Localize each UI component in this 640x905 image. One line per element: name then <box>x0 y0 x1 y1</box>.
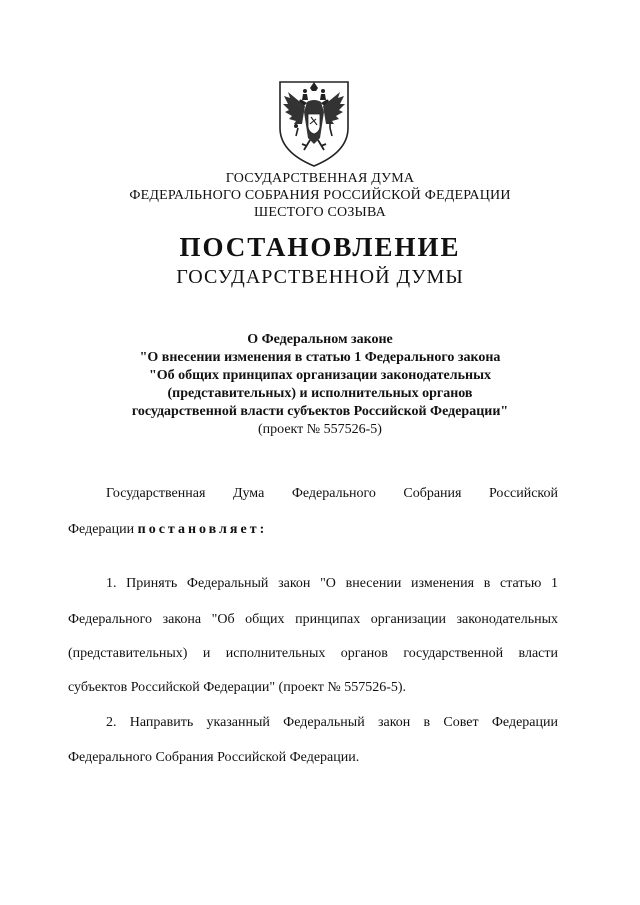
document-issuer-subtitle: ГОСУДАРСТВЕННОЙ ДУМЫ <box>176 266 464 288</box>
item-1-line: субъектов Российской Федерации" (проект № 557526-5). <box>68 680 407 695</box>
russian-coat-of-arms-icon <box>274 78 354 170</box>
item-2-line: 2. Направить указанный Федеральный закон в Совет Федерации <box>106 715 558 730</box>
subject-line: "О внесении изменения в статью 1 Федерального закона <box>139 350 501 365</box>
document-type-title: ПОСТАНОВЛЕНИЕ <box>179 232 461 262</box>
item-1-line: 1. Принять Федеральный закон "О внесении изменения в статью 1 <box>106 576 558 591</box>
project-number: (проект № 557526-5) <box>258 422 382 437</box>
subject-line: О Федеральном законе <box>247 332 393 347</box>
preamble-line: Государственная Дума Федерального Собрания Российской <box>106 486 558 501</box>
preamble-text: Федерации <box>68 522 135 537</box>
item-1-line: Федерального закона "Об общих принципах организации законодательных <box>68 612 558 627</box>
subject-line: государственной власти субъектов Российской Федерации" <box>131 404 509 419</box>
item-1-line: (представительных) и исполнительных органов государственной власти <box>68 646 558 661</box>
resolution-subject <box>0 331 640 439</box>
convocation-line: ШЕСТОГО СОЗЫВА <box>254 205 386 220</box>
subject-line: (представительных) и исполнительных органов <box>167 386 473 401</box>
item-2-line: Федерального Собрания Российской Федерации. <box>68 750 360 765</box>
org-name-line: ФЕДЕРАЛЬНОГО СОБРАНИЯ РОССИЙСКОЙ ФЕДЕРАЦИИ <box>129 188 511 203</box>
resolution-verb: постановляет: <box>137 522 268 537</box>
subject-line: "Об общих принципах организации законодательных <box>148 368 492 383</box>
preamble-line <box>68 522 558 538</box>
org-name-line: ГОСУДАРСТВЕННАЯ ДУМА <box>225 171 415 186</box>
